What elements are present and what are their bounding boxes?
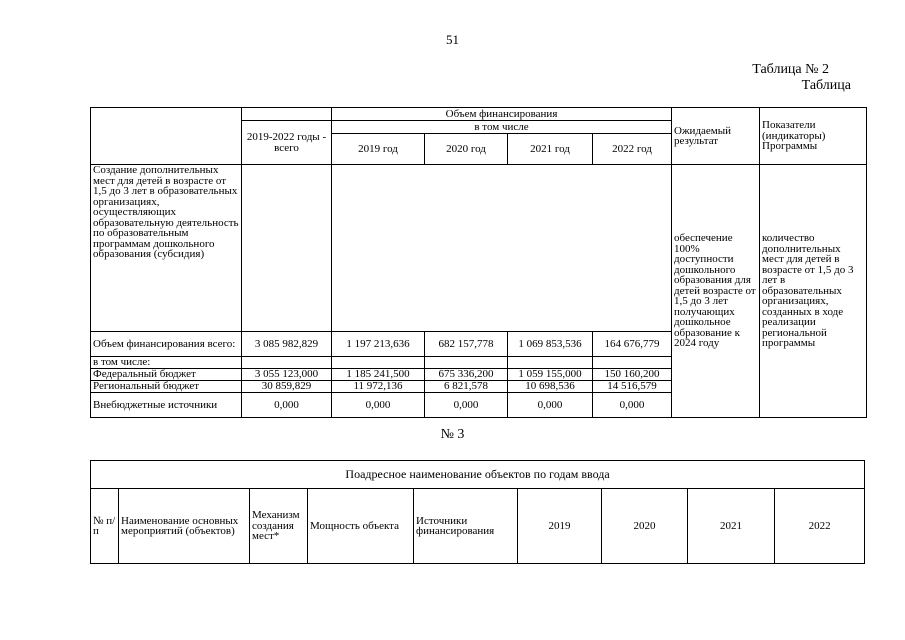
header-year-2019: 2019 год xyxy=(332,134,425,165)
col-number: № п/п xyxy=(91,489,119,564)
row-2020: 675 336,200 xyxy=(425,369,508,381)
col-year-2020: 2020 xyxy=(602,489,688,564)
header-including: в том числе xyxy=(332,121,672,134)
expected-result-text: обеспечение 100% доступности дошкольного образования для детей возрасте от 1,5 до 3 лет получающих дошкольное образование к 2024 году xyxy=(672,165,760,418)
row-2021 xyxy=(508,357,593,369)
col-activity-name: Наименование основных мероприятий (объектов) xyxy=(119,489,250,564)
col-mechanism: Механизм создания мест* xyxy=(250,489,308,564)
row-total: 30 859,829 xyxy=(242,381,332,393)
objects-table xyxy=(90,460,865,564)
col-funding-sources: Источники финансирования xyxy=(414,489,518,564)
row-label: Региональный бюджет xyxy=(91,381,242,393)
header-indicators: Показатели (индикаторы) Программы xyxy=(760,108,867,165)
row-total: 3 085 982,829 xyxy=(242,332,332,357)
row-label: Внебюджетные источники xyxy=(91,393,242,418)
activity-description: Создание дополнительных мест для детей в возрасте от 1,5 до 3 лет в образовательных организациях, осуществляющих образовательную деятельность по образовательным программам дошкольного образования (субсидия) xyxy=(91,165,242,332)
header-total: 2019-2022 годы - всего xyxy=(242,121,332,165)
header-total-top xyxy=(242,108,332,121)
row-2019: 11 972,136 xyxy=(332,381,425,393)
row-2022: 150 160,200 xyxy=(593,369,672,381)
col-capacity: Мощность объекта xyxy=(308,489,414,564)
row-2021: 1 059 155,000 xyxy=(508,369,593,381)
row-2019: 1 185 241,500 xyxy=(332,369,425,381)
indicator-text: количество дополнительных мест для детей в возрасте от 1,5 до 3 лет в образовательных организациях, созданных в ходе реализации региональной программы xyxy=(760,165,867,418)
header-empty-cell xyxy=(91,108,242,165)
row-2019 xyxy=(332,357,425,369)
row-2020: 682 157,778 xyxy=(425,332,508,357)
row-2021: 0,000 xyxy=(508,393,593,418)
row-2022: 0,000 xyxy=(593,393,672,418)
row-label: Объем финансирования всего: xyxy=(91,332,242,357)
row-2022: 164 676,779 xyxy=(593,332,672,357)
row-label: Федеральный бюджет xyxy=(91,369,242,381)
table-caption: Таблица xyxy=(801,78,851,93)
header-year-2022: 2022 год xyxy=(593,134,672,165)
row-2020: 6 821,578 xyxy=(425,381,508,393)
row-2020: 0,000 xyxy=(425,393,508,418)
row-2019: 1 197 213,636 xyxy=(332,332,425,357)
funding-table xyxy=(90,107,867,418)
header-year-2020: 2020 год xyxy=(425,134,508,165)
row-total xyxy=(242,357,332,369)
header-expected-result: Ожидаемый результат xyxy=(672,108,760,165)
section-number: № 3 xyxy=(440,427,465,442)
col-year-2022: 2022 xyxy=(775,489,865,564)
col-year-2021: 2021 xyxy=(688,489,775,564)
header-funding-volume: Объем финансирования xyxy=(332,108,672,121)
row-2021: 1 069 853,536 xyxy=(508,332,593,357)
row-2022 xyxy=(593,357,672,369)
activity-total-empty xyxy=(242,165,332,332)
row-2020 xyxy=(425,357,508,369)
row-label: в том числе: xyxy=(91,357,242,369)
page-number: 51 xyxy=(446,32,459,47)
activity-years-empty xyxy=(332,165,672,332)
row-2021: 10 698,536 xyxy=(508,381,593,393)
header-year-2021: 2021 год xyxy=(508,134,593,165)
row-total: 3 055 123,000 xyxy=(242,369,332,381)
row-2019: 0,000 xyxy=(332,393,425,418)
col-year-2019: 2019 xyxy=(518,489,602,564)
objects-table-title: Поадресное наименование объектов по годам ввода xyxy=(91,461,865,489)
table-number: Таблица № 2 xyxy=(752,62,829,77)
row-total: 0,000 xyxy=(242,393,332,418)
row-2022: 14 516,579 xyxy=(593,381,672,393)
